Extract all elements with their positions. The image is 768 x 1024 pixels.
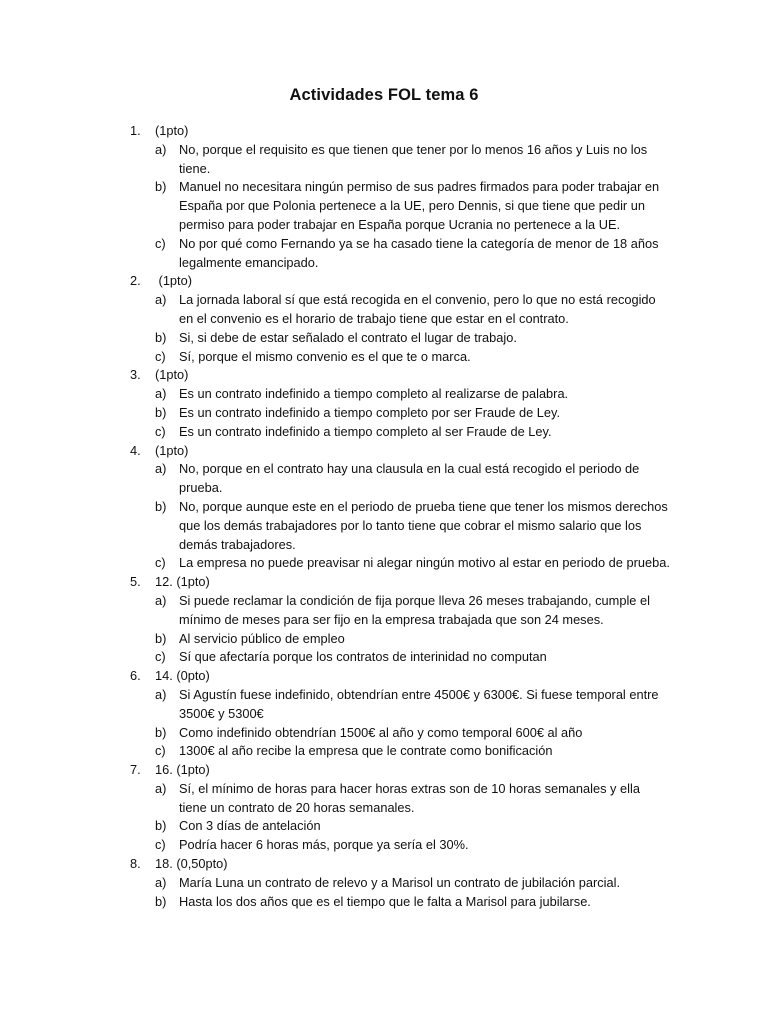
- option-text: Si, si debe de estar señalado el contrato el lugar de trabajo.: [179, 329, 517, 345]
- answer-option: [155, 178, 670, 234]
- option-letter: b): [155, 818, 167, 834]
- option-text: Hasta los dos años que es el tiempo que le falta a Marisol para jubilarse.: [179, 893, 591, 909]
- option-letter: b): [155, 893, 167, 909]
- option-letter: b): [155, 404, 167, 420]
- option-letter: a): [155, 292, 167, 308]
- option-text: Es un contrato indefinido a tiempo completo al realizarse de palabra.: [179, 386, 569, 402]
- answer-option: [155, 817, 670, 836]
- answer-option: [155, 874, 670, 893]
- answer-option: [155, 836, 670, 855]
- question-item: [130, 272, 670, 291]
- option-text: La empresa no puede preavisar ni alegar ningún motivo al estar en periodo de prueba.: [179, 555, 670, 571]
- question-number: 4.: [130, 442, 141, 458]
- question-item: [130, 667, 670, 686]
- question-header: 18. (0,50pto): [155, 856, 228, 872]
- question-header: (1pto): [155, 442, 189, 458]
- option-text: Podría hacer 6 horas más, porque ya sería el 30%.: [179, 837, 469, 853]
- answer-option: [155, 893, 670, 912]
- question-number: 5.: [130, 574, 141, 590]
- question-number: 7.: [130, 762, 141, 778]
- answer-option: [155, 742, 670, 761]
- option-letter: a): [155, 461, 167, 477]
- option-letter: a): [155, 592, 167, 608]
- option-letter: c): [155, 348, 166, 364]
- option-letter: c): [155, 649, 166, 665]
- option-text: No, porque aunque este en el periodo de prueba tiene que tener los mismos derechos que los demás trabajadores por lo tanto tiene que cobrar el mismo salario que los demás trabajadores.: [179, 498, 668, 552]
- option-letter: a): [155, 780, 167, 796]
- answer-option: [155, 554, 670, 573]
- option-text: No por qué como Fernando ya se ha casado tiene la categoría de menor de 18 años legalmente emancipado.: [179, 235, 659, 270]
- option-letter: c): [155, 743, 166, 759]
- option-text: No, porque en el contrato hay una clausula en la cual está recogido el periodo de prueba.: [179, 461, 640, 496]
- option-letter: c): [155, 837, 166, 853]
- answer-list: [130, 122, 670, 911]
- answer-option: [155, 724, 670, 743]
- option-text: Si Agustín fuese indefinido, obtendrían entre 4500€ y 6300€. Si fuese temporal entre 3500€ y 5300€: [179, 686, 659, 721]
- option-text: La jornada laboral sí que está recogida en el convenio, pero lo que no está recogido en el convenio es el horario de trabajo tiene que estar en el contrato.: [179, 292, 656, 326]
- option-text: Al servicio público de empleo: [179, 630, 345, 646]
- answer-option: [155, 686, 670, 724]
- answer-option: [155, 235, 670, 273]
- answer-option: [155, 141, 670, 179]
- option-letter: c): [155, 235, 166, 251]
- option-letter: b): [155, 630, 167, 646]
- question-header: (1pto): [155, 273, 192, 289]
- question-number: 8.: [130, 856, 141, 872]
- option-text: Sí que afectaría porque los contratos de interinidad no computan: [179, 649, 547, 665]
- option-letter: b): [155, 498, 167, 514]
- document-title: Actividades FOL tema 6: [289, 86, 479, 104]
- option-letter: a): [155, 686, 167, 702]
- question-item: [130, 573, 670, 592]
- answer-option: [155, 780, 670, 818]
- answer-option: [155, 460, 670, 498]
- question-item: [130, 761, 670, 780]
- question-header: 12. (1pto): [155, 574, 210, 590]
- option-text: Manuel no necesitara ningún permiso de sus padres firmados para poder trabajar en España por que Polonia pertenece a la UE, pero Dennis, si que tiene que pedir un permiso para poder trabajar en España porque Ucrania no pertenece a la UE.: [179, 179, 660, 232]
- option-letter: a): [155, 141, 167, 157]
- option-text: Si puede reclamar la condición de fija porque lleva 26 meses trabajando, cumple el mínimo de meses para ser fijo en la empresa trabajada que son 24 meses.: [179, 592, 650, 627]
- question-number: 2.: [130, 273, 141, 289]
- question-header: (1pto): [155, 367, 189, 383]
- option-letter: b): [155, 179, 167, 195]
- answer-option: [155, 291, 670, 329]
- option-text: No, porque el requisito es que tienen que tener por lo menos 16 años y Luis no los tiene.: [179, 141, 648, 176]
- option-letter: c): [155, 423, 166, 439]
- option-letter: b): [155, 329, 167, 345]
- answer-option: [155, 648, 670, 667]
- option-text: María Luna un contrato de relevo y a Marisol un contrato de jubilación parcial.: [179, 874, 621, 890]
- option-letter: c): [155, 555, 166, 571]
- question-number: 1.: [130, 123, 141, 138]
- answer-option: [155, 404, 670, 423]
- question-item: [130, 442, 670, 461]
- answer-option: [155, 348, 670, 367]
- option-text: Como indefinido obtendrían 1500€ al año y como temporal 600€ al año: [179, 724, 583, 740]
- answer-option: [155, 329, 670, 348]
- question-number: 6.: [130, 668, 141, 684]
- option-text: Sí, el mínimo de horas para hacer horas extras son de 10 horas semanales y ella tiene un contrato de 20 horas semanales.: [179, 780, 640, 815]
- option-text: 1300€ al año recibe la empresa que le contrate como bonificación: [179, 743, 553, 759]
- option-letter: a): [155, 386, 167, 402]
- question-item: [130, 855, 670, 874]
- option-text: Con 3 días de antelación: [179, 818, 321, 834]
- answer-option: [155, 592, 670, 630]
- question-header: 16. (1pto): [155, 762, 210, 778]
- option-letter: b): [155, 724, 167, 740]
- answer-option: [155, 385, 670, 404]
- answer-option: [155, 423, 670, 442]
- question-header: (1pto): [155, 123, 189, 138]
- option-text: Es un contrato indefinido a tiempo completo al ser Fraude de Ley.: [179, 423, 552, 439]
- option-text: Sí, porque el mismo convenio es el que te o marca.: [179, 348, 471, 364]
- question-header: 14. (0pto): [155, 668, 210, 684]
- question-number: 3.: [130, 367, 141, 383]
- question-item: [130, 366, 670, 385]
- option-letter: a): [155, 874, 167, 890]
- answer-option: [155, 498, 670, 554]
- question-item: [130, 122, 670, 141]
- option-text: Es un contrato indefinido a tiempo completo por ser Fraude de Ley.: [179, 404, 561, 420]
- answer-option: [155, 630, 670, 649]
